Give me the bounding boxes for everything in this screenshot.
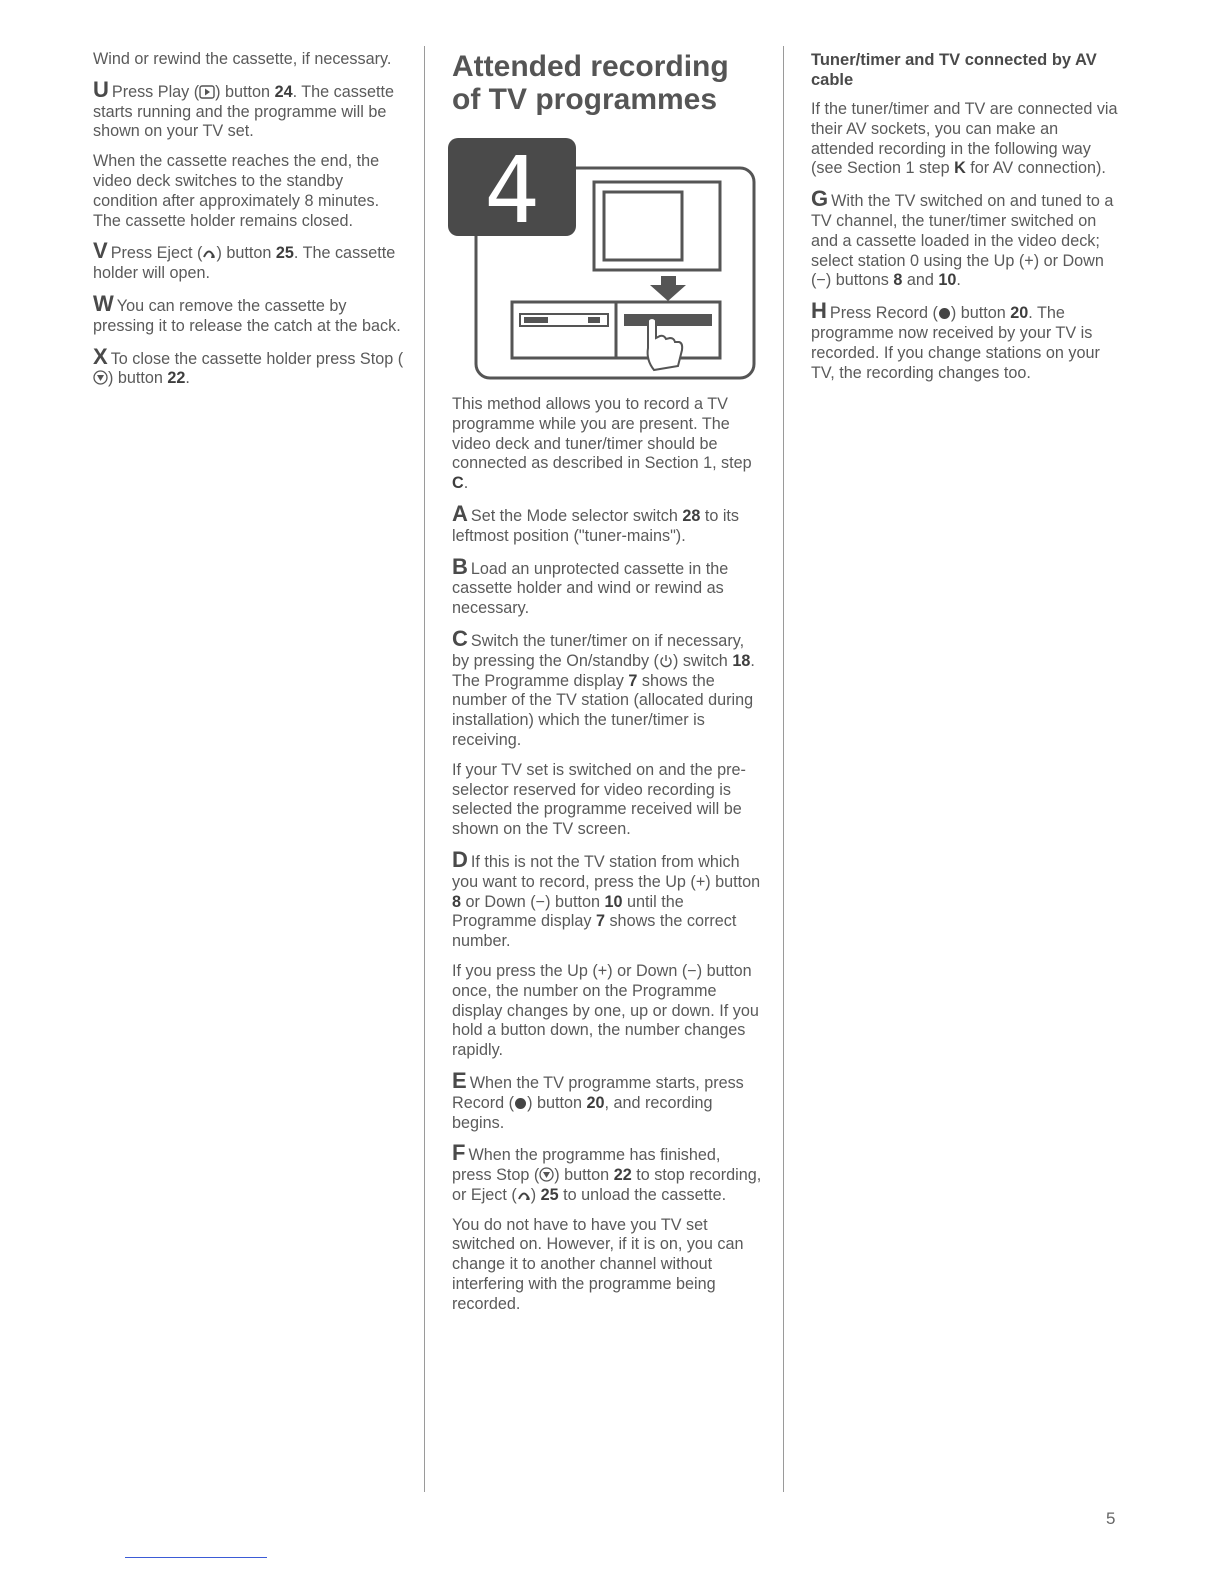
step-badge-digit: 4: [484, 138, 540, 244]
eject-icon: [517, 1188, 531, 1202]
av-cable-heading: Tuner/timer and TV connected by AV cable: [811, 51, 1097, 89]
power-standby-icon: [659, 654, 673, 668]
stop-icon: [93, 370, 108, 385]
step-w: W You can remove the cassette by pressing it to release the catch at the back.: [93, 290, 401, 335]
step-g: G With the TV switched on and tuned to a TV channel, the tuner/timer switched on and a cassette loaded in the video deck; select station 0 using the Up (+) or Down (−) buttons 8 and 10.: [811, 186, 1114, 290]
up-down-note: If you press the Up (+) or Down (−) button once, the number on the Programme display changes by one, up or down. If you hold a button down, the number changes rapidly.: [452, 961, 759, 1060]
step-f: F When the programme has finished, press Stop ( ) button 22 to stop recording, or Eject ( ) 25 to unload the cassette.: [452, 1140, 762, 1204]
column-middle: [452, 50, 764, 1325]
step-v: V Press Eject ( ) button 25. The cassette holder will open.: [93, 238, 396, 283]
step-e: E When the TV programme starts, press Record ( ) button 20, and recording begins.: [452, 1067, 744, 1132]
step-b: B Load an unprotected cassette in the cassette holder and wind or rewind as necessary.: [452, 553, 729, 618]
footer-link-underline: [125, 1557, 267, 1558]
tv-screen: [604, 192, 682, 260]
step-x: X To close the cassette holder press Stop () button 22.: [93, 343, 404, 388]
column-right: [811, 50, 1123, 393]
tuner-unit-icon: [512, 302, 616, 358]
tv-screen-note: If your TV set is switched on and the pre-selector reserved for video recording is selected the programme received will be shown on the TV screen.: [452, 760, 746, 839]
eject-icon: [202, 246, 216, 260]
step-h: H Press Record ( ) button 20. The programme now received by your TV is recorded. If you change stations on your TV, the recording changes too.: [811, 298, 1100, 382]
play-icon: [199, 85, 215, 99]
record-icon: [514, 1097, 527, 1110]
record-icon: [938, 307, 951, 320]
end-of-cassette-note: When the cassette reaches the end, the video deck switches to the standby condition after approximately 8 minutes. The cassette holder remains closed.: [93, 152, 380, 230]
av-intro: If the tuner/timer and TV are connected via their AV sockets, you can make an attended recording in the following way (see Section 1 step K for AV connection).: [811, 100, 1118, 178]
vcr-illustration: [448, 138, 760, 383]
stop-icon: [539, 1167, 554, 1182]
column-divider-right: [783, 46, 784, 1492]
step-d: D If this is not the TV station from which you want to record, press the Up (+) button 8 or Down (−) button 10 until the Programme display 7 shows the correct number.: [452, 846, 761, 951]
page-number: 5: [1106, 1509, 1116, 1528]
rewind-note: Wind or rewind the cassette, if necessary.: [93, 50, 392, 68]
column-left: [93, 50, 408, 399]
section-title: Attended recording of TV programmes: [452, 50, 729, 116]
step-a: A Set the Mode selector switch 28 to its leftmost position ("tuner-mains").: [452, 500, 740, 545]
method-intro: This method allows you to record a TV programme while you are present. The video deck and tuner/timer should be connected as described in Section 1, step C.: [452, 395, 752, 493]
vcr-diagram: [448, 138, 760, 383]
step-c: C Switch the tuner/timer on if necessary, by pressing the On/standby ( ) switch 18. The Programme display 7 shows the number of the TV station (allocated during installation) which the tuner/timer is receiving.: [452, 625, 755, 749]
tv-optional-note: You do not have to have you TV set switched on. However, if it is on, you can change it to another channel without interfering with the programme being recorded.: [452, 1215, 744, 1313]
column-divider-left: [424, 46, 425, 1492]
step-u: U Press Play ( ) button 24. The cassette starts running and the programme will be shown on your TV set.: [93, 76, 394, 141]
